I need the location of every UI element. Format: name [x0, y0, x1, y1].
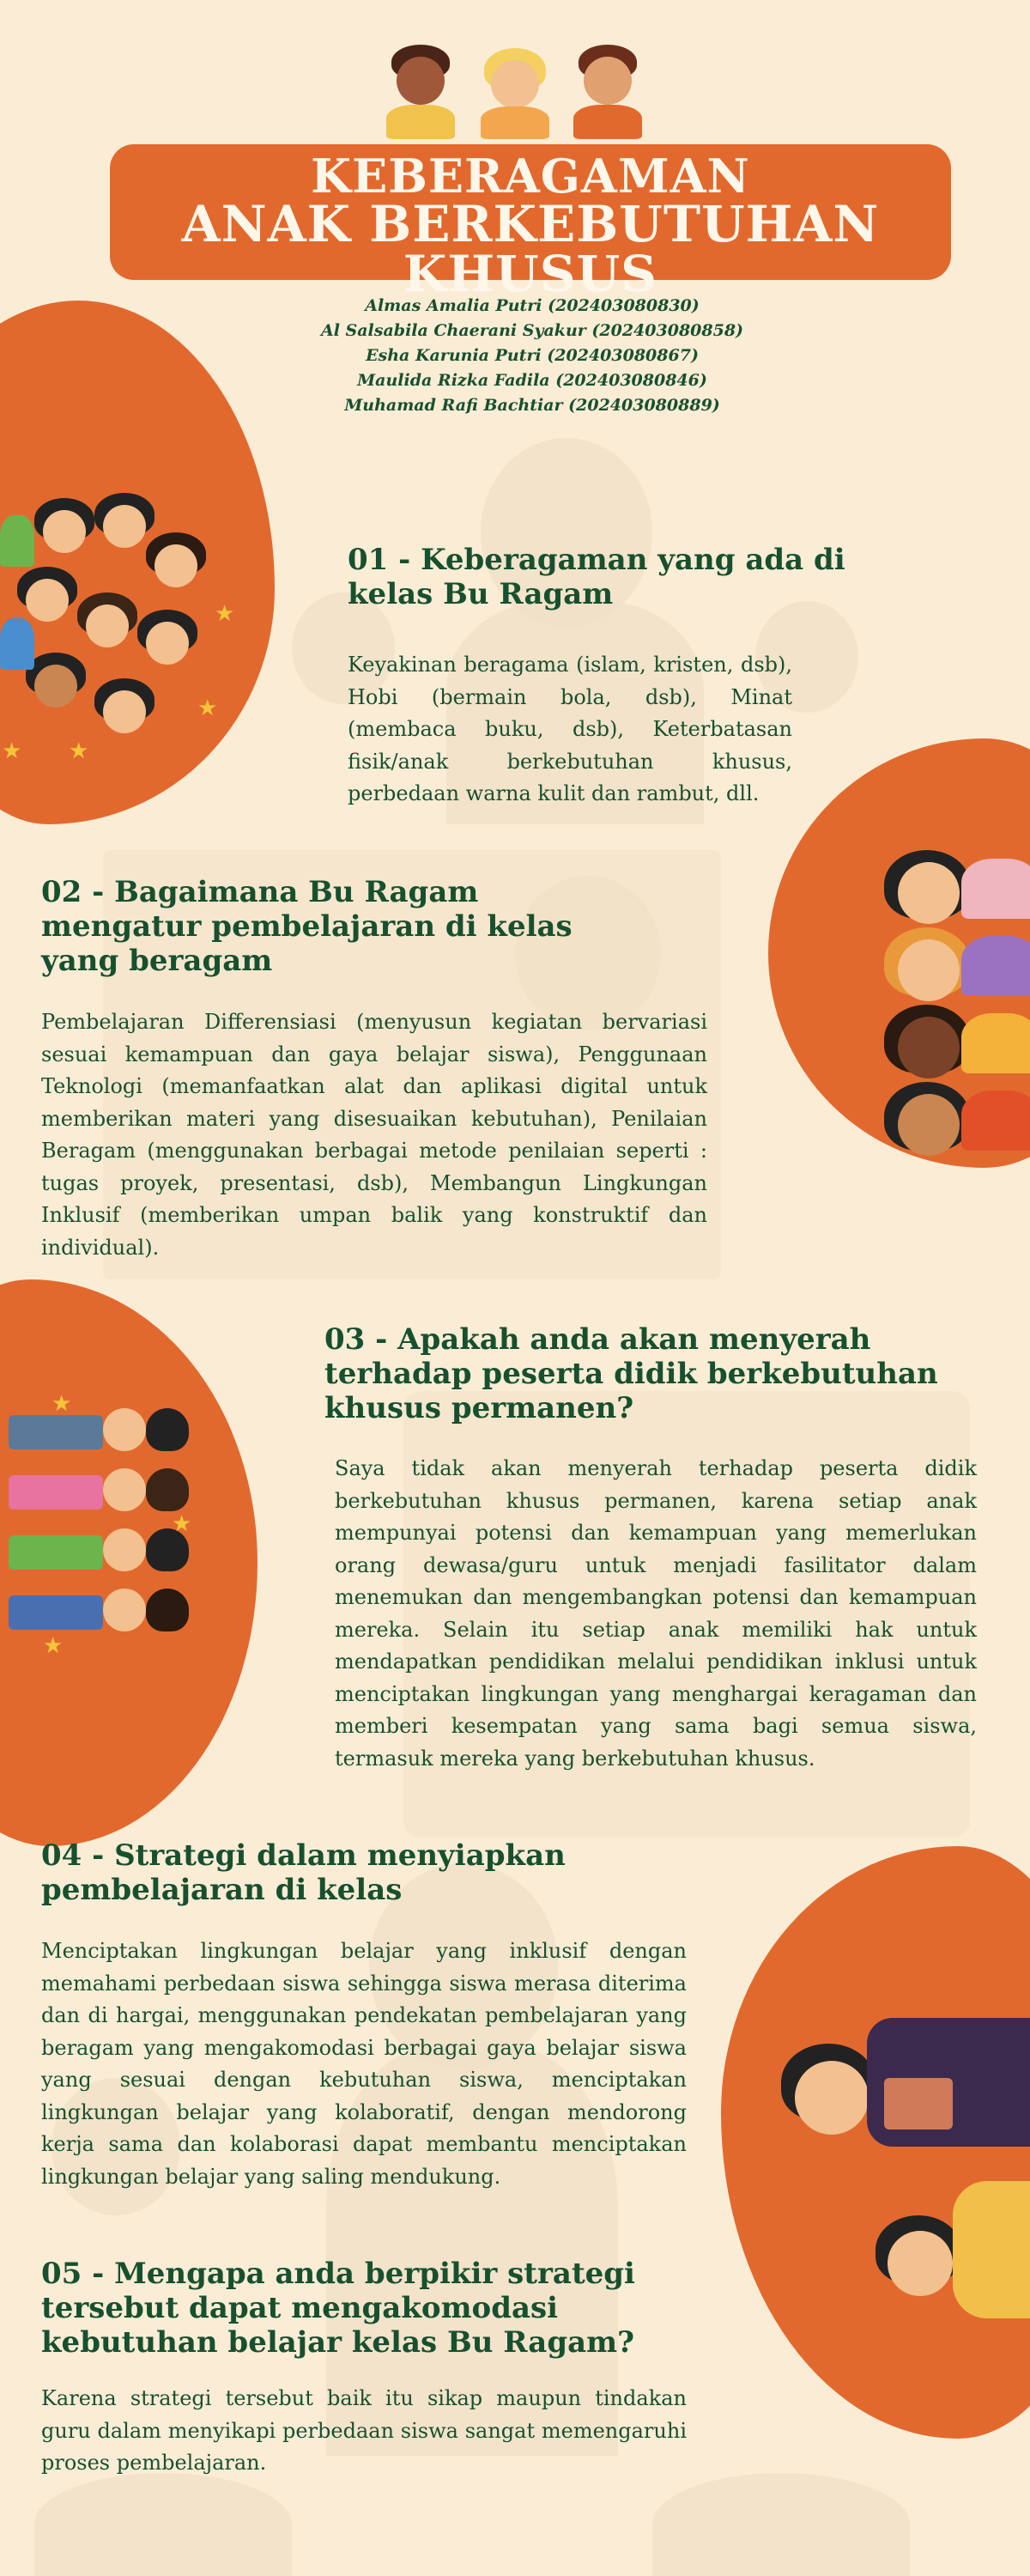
author-entry: Maulida Rizka Fadila (202403080846) — [357, 371, 707, 390]
author-entry: Esha Karunia Putri (202403080867) — [366, 346, 699, 365]
section-heading-line: 01 - Keberagaman yang ada di — [348, 543, 845, 577]
section-heading-line: terhadap peserta didik berkebutuhan — [324, 1357, 938, 1391]
section-heading-line: mengatur pembelajaran di kelas — [41, 909, 573, 944]
background-kid-illustration — [652, 2473, 910, 2576]
section-heading-line: 04 - Strategi dalam menyiapkan — [41, 1838, 566, 1873]
author-entry: Almas Amalia Putri (202403080830) — [365, 296, 700, 315]
section-heading-line: 02 - Bagaimana Bu Ragam — [41, 875, 479, 909]
teacher-illustration — [772, 1992, 1030, 2353]
background-kid-illustration — [34, 2473, 292, 2576]
section-heading-line: kelas Bu Ragam — [348, 577, 614, 611]
section-heading-line: yang beragam — [41, 944, 273, 978]
section-03-body: Saya tidak akan menyerah terhadap peserta didik berkebutuhan khusus permanen, karena setiap anak mempunyai potensi dan kemampuan yang memerlukan orang dewasa/guru untuk menjadi fasilitator dalam menemukan dan mengembangkan potensi dan kemampuan mereka. Selain itu setiap anak memiliki hak untuk mendapatkan pendidikan melalui pendidikan inklusi untuk menciptakan lingkungan yang menghargai keragaman dan memberi kesempatan yang sama bagi semua siswa, termasuk mereka yang berkebutuhan khusus. — [335, 1456, 977, 1771]
section-05-body: Karena strategi tersebut baik itu sikap maupun tindakan guru dalam menyikapi perbedaan siswa sangat memengaruhi proses pembelajaran. — [41, 2386, 687, 2475]
section-05-heading — [41, 2257, 694, 2360]
section-heading-line: 05 - Mengapa anda berpikir strategi — [41, 2257, 635, 2291]
header-kid-illustration — [481, 48, 549, 139]
section-heading-line: khusus permanen? — [324, 1391, 634, 1425]
section-heading-line: pembelajaran di kelas — [41, 1873, 403, 1907]
section-01-heading — [348, 543, 863, 611]
section-01-body: Keyakinan beragama (islam, kristen, dsb), Hobi (bermain bola, dsb), Minat (membaca buku, dsb), Keterbatasan fisik/anak berkebutuhan khusus, perbedaan warna kulit dan rambut, dll. — [348, 653, 792, 805]
header-kid-illustration — [386, 45, 455, 139]
page-title-line1: KEBERAGAMAN — [311, 149, 750, 204]
header-kid-illustration — [573, 45, 642, 139]
author-entry: Al Salsabila Chaerani Syakur (202403080858) — [320, 321, 744, 340]
kids-stack-illustration: ★ ★ ★ — [0, 1391, 206, 1657]
section-04-body: Menciptakan lingkungan belajar yang inklusif dengan memahami perbedaan siswa sehingga siswa merasa diterima dan di hargai, menggunakan pendekatan pembelajaran yang beragam yang mengakomodasi berbagai gaya belajar siswa yang sesuai dengan kebutuhan siswa, menciptakan lingkungan belajar yang kolaboratif, dengan mendorong kerja sama dan kolaborasi dapat membantu menciptakan lingkungan belajar yang saling mendukung. — [41, 1939, 687, 2189]
section-02-body: Pembelajaran Differensiasi (menyusun kegiatan bervariasi sesuai kemampuan dan gaya belajar siswa), Penggunaan Teknologi (memanfaatkan alat dan aplikasi digital untuk memberikan materi yang disesuaikan kebutuhan), Penilaian Beragam (menggunakan berbagai metode penilaian seperti : tugas proyek, presentasi, dsb), Membangun Lingkungan Inklusif (memberikan umpan balik yang konstruktif dan individual). — [41, 1010, 707, 1260]
section-04-heading — [41, 1838, 642, 1907]
author-list — [258, 294, 807, 418]
kids-group-illustration: ★ ★ ★ ★ — [0, 481, 240, 773]
page-title-line2: ANAK BERKEBUTUHAN KHUSUS — [181, 195, 880, 303]
kids-column-illustration — [876, 841, 1030, 1185]
section-heading-line: 03 - Apakah anda akan menyerah — [324, 1322, 871, 1357]
section-heading-line: kebutuhan belajar kelas Bu Ragam? — [41, 2325, 635, 2360]
author-entry: Muhamad Rafi Bachtiar (202403080889) — [344, 396, 720, 415]
section-heading-line: tersebut dapat mengakomodasi — [41, 2291, 559, 2325]
section-03-heading — [324, 1322, 960, 1425]
section-02-heading — [41, 875, 591, 978]
